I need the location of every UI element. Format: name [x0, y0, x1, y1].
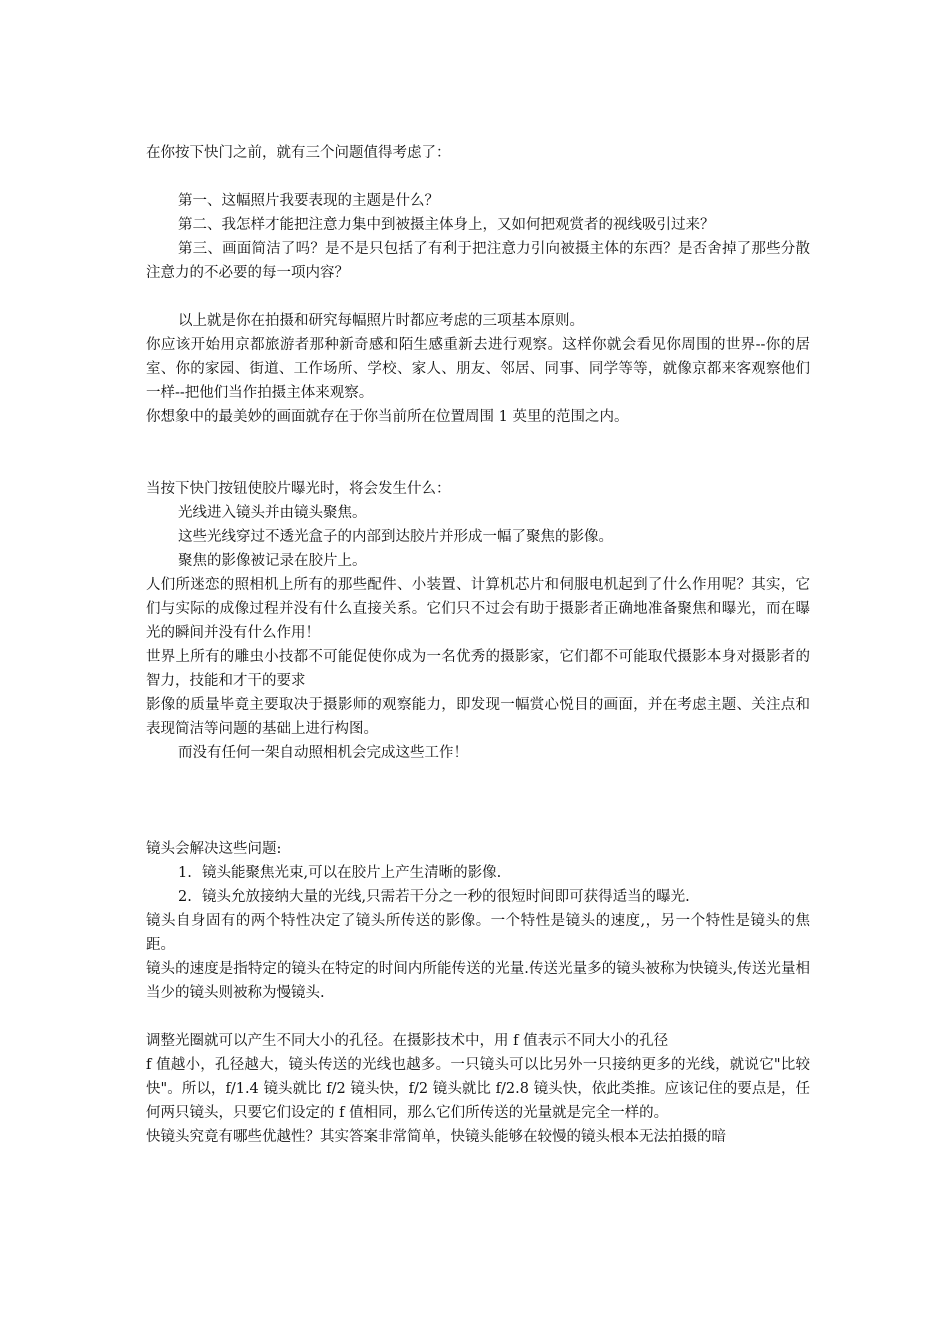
list-text: 镜头允放接纳大量的光线,只需若干分之一秒的很短时间即可获得适当的曝光.	[202, 889, 690, 905]
paragraph: 影像的质量毕竟主要取决于摄影师的观察能力，即发现一幅赏心悦目的画面，并在考虑主题、关注点和表现简洁等问题的基础上进行构图。	[146, 697, 810, 737]
paragraph: 调整光圈就可以产生不同大小的孔径。在摄影技术中，用 f 值表示不同大小的孔径	[146, 1033, 669, 1049]
spacer	[146, 165, 810, 189]
paragraph: 人们所迷恋的照相机上所有的那些配件、小装置、计算机芯片和伺服电机起到了什么作用呢？其实，它们与实际的成像过程并没有什么直接关系。它们只不过会有助于摄影者正确地准备聚焦和曝光，而在曝光的瞬间并没有什么作用！	[146, 577, 810, 641]
list-item	[178, 885, 810, 909]
paragraph: 镜头的速度是指特定的镜头在特定的时间内所能传送的光量.传送光量多的镜头被称为快镜头,传送光量相当少的镜头则被称为慢镜头.	[146, 961, 810, 1001]
paragraph: 第二、我怎样才能把注意力集中到被摄主体身上，又如何把观赏者的视线吸引过来？	[178, 217, 715, 233]
spacer	[146, 429, 810, 477]
paragraph: 这些光线穿过不透光盒子的内部到达胶片并形成一幅了聚焦的影像。	[178, 529, 613, 545]
document-body	[146, 141, 810, 1149]
paragraph: 你应该开始用京都旅游者那种新奇感和陌生感重新去进行观察。这样你就会看见你周围的世界--你的居室、你的家园、街道、工作场所、学校、家人、朋友、邻居、同事、同学等等，就像京都来客观察他们一样--把他们当作拍摄主体来观察。	[146, 337, 810, 401]
paragraph: 聚焦的影像被记录在胶片上。	[178, 553, 367, 569]
list-text: 镜头能聚焦光束,可以在胶片上产生清晰的影像.	[202, 865, 502, 881]
list-number: 1.	[178, 865, 192, 881]
spacer	[146, 765, 810, 837]
paragraph: 镜头会解决这些问题:	[146, 841, 282, 857]
paragraph: 第一、这幅照片我要表现的主题是什么？	[178, 193, 439, 209]
list-item	[178, 861, 810, 885]
paragraph: 而没有任何一架自动照相机会完成这些工作！	[178, 745, 468, 761]
paragraph: 快镜头究竟有哪些优越性？其实答案非常简单，快镜头能够在较慢的镜头根本无法拍摄的暗	[146, 1129, 726, 1145]
paragraph: 世界上所有的雕虫小技都不可能促使你成为一名优秀的摄影家，它们都不可能取代摄影本身对摄影者的智力，技能和才干的要求	[146, 649, 810, 689]
spacer	[146, 285, 810, 309]
paragraph: 光线进入镜头并由镜头聚焦。	[178, 505, 367, 521]
paragraph: 当按下快门按钮使胶片曝光时，将会发生什么：	[146, 481, 451, 497]
paragraph: 第三、画面简洁了吗？是不是只包括了有利于把注意力引向被摄主体的东西？是否舍掉了那些分散注意力的不必要的每一项内容？	[146, 241, 810, 281]
list-number: 2.	[178, 889, 192, 905]
paragraph: f 值越小，孔径越大，镜头传送的光线也越多。一只镜头可以比另外一只接纳更多的光线，就说它"比较快"。所以，f/1.4 镜头就比 f/2 镜头快，f/2 镜头就比 f/2.8 镜头快，依此类推。应该记住的要点是，任何两只镜头，只要它们设定的 f 值相同，那么它们所传送的光量就是完全一样的。	[146, 1057, 810, 1121]
paragraph: 以上就是你在拍摄和研究每幅照片时都应考虑的三项基本原则。	[178, 313, 584, 329]
paragraph: 镜头自身固有的两个特性决定了镜头所传送的影像。一个特性是镜头的速度,，另一个特性是镜头的焦距。	[146, 913, 810, 953]
spacer	[146, 1005, 810, 1029]
paragraph: 你想象中的最美妙的画面就存在于你当前所在位置周围 1 英里的范围之内。	[146, 409, 629, 425]
paragraph: 在你按下快门之前，就有三个问题值得考虑了：	[146, 145, 451, 161]
